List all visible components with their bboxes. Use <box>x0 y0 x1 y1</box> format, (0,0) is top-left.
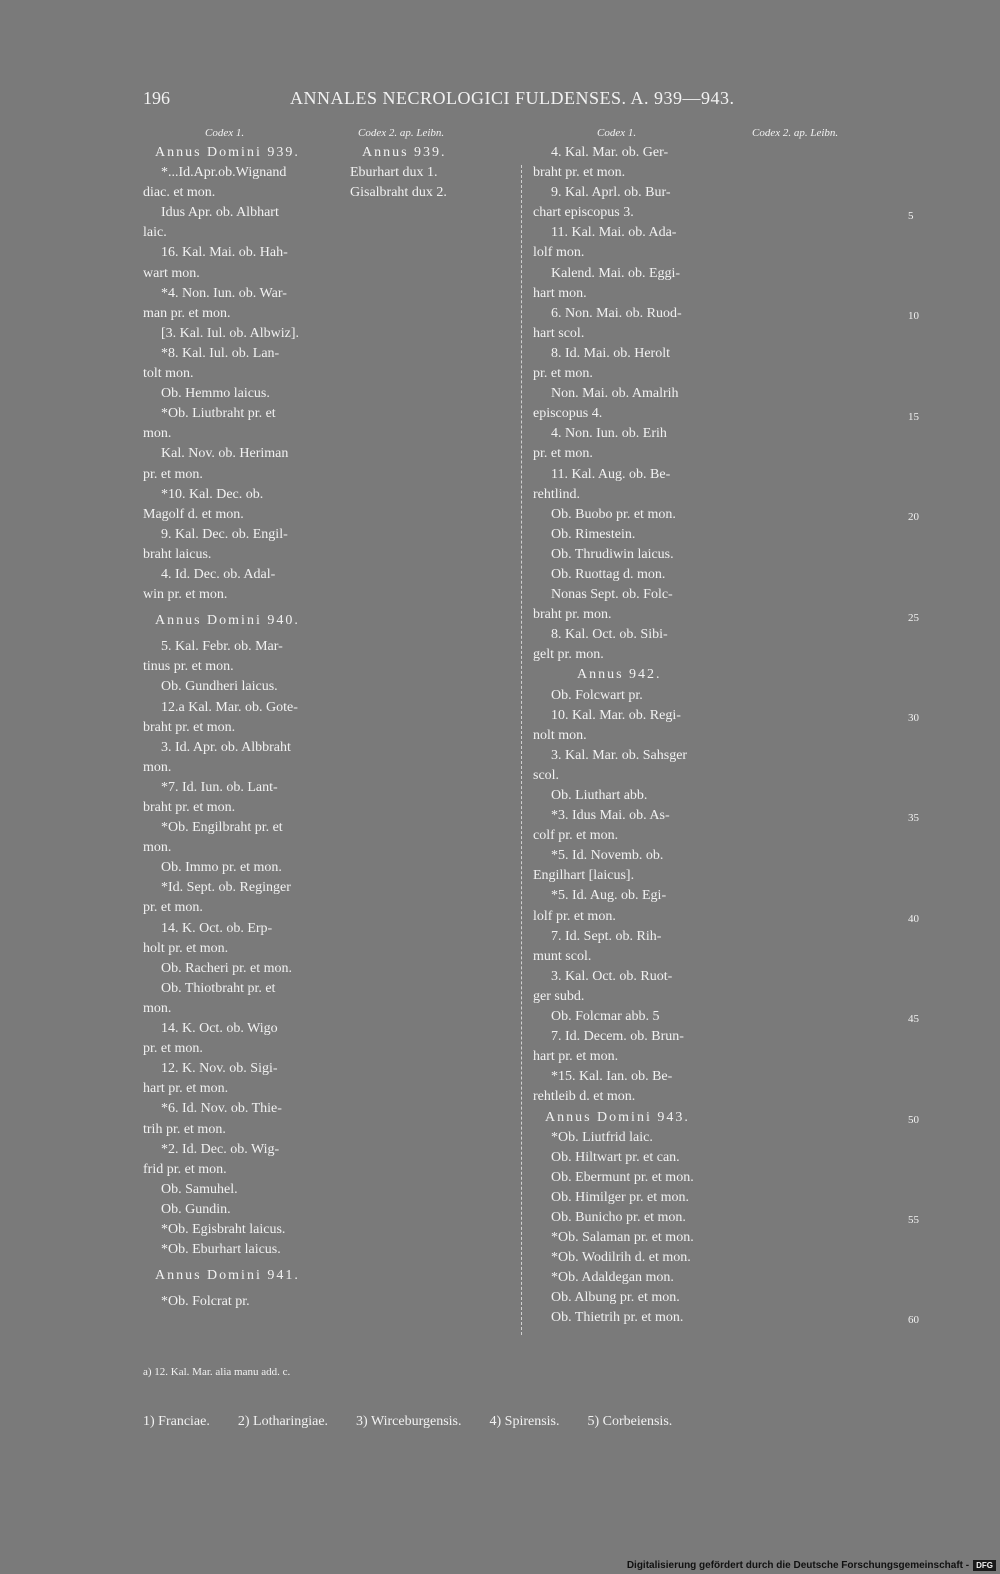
entry-line: *Ob. Salaman pr. et mon. <box>551 1230 694 1246</box>
entry-line: *Ob. Eburhart laicus. <box>161 1242 281 1258</box>
column-head-codex2-left: Codex 2. ap. Leibn. <box>358 127 445 139</box>
entry-line: braht laicus. <box>143 546 212 562</box>
entry-line: colf pr. et mon. <box>533 828 619 844</box>
running-title: ANNALES NECROLOGICI FULDENSES. A. 939—943. <box>290 88 735 108</box>
entry-line: gelt pr. mon. <box>533 647 604 663</box>
codex1-column-right <box>533 143 723 1329</box>
entry-line: 6. Non. Mai. ob. Ruod- <box>551 305 682 321</box>
entry-line: *Ob. Wodilrih d. et mon. <box>551 1250 691 1266</box>
entry-line: 7. Id. Decem. ob. Brun- <box>551 1029 684 1045</box>
column-head-codex1-right: Codex 1. <box>597 127 637 139</box>
entry-line: tinus pr. et mon. <box>143 659 234 675</box>
codex1-column-left <box>143 143 333 1312</box>
entry-line: Ob. Folcwart pr. <box>551 687 643 703</box>
entry-line: *Id. Sept. ob. Reginger <box>161 880 291 896</box>
entry-line: 11. Kal. Aug. ob. Be- <box>551 466 671 482</box>
entry-line: Eburhart dux 1. <box>350 165 438 181</box>
line-number: 40 <box>908 912 919 925</box>
line-number: 60 <box>908 1314 919 1327</box>
year-heading: Annus 942. <box>577 667 662 683</box>
entry-line: laic. <box>143 225 167 241</box>
year-heading: Annus Domini 939. <box>155 145 300 160</box>
entry-line: 9. Kal. Aprl. ob. Bur- <box>551 185 671 201</box>
entry-line: man pr. et mon. <box>143 305 231 321</box>
entry-line: [3. Kal. Iul. ob. Albwiz]. <box>161 325 300 341</box>
entry-line: tolt mon. <box>143 366 194 382</box>
entry-line: hart mon. <box>533 285 587 301</box>
entry-line: 10. Kal. Mar. ob. Regi- <box>551 707 681 723</box>
entry-line: 14. K. Oct. ob. Wigo <box>161 1021 278 1037</box>
entry-line: Ob. Immo pr. et mon. <box>161 860 282 876</box>
entry-line: pr. et mon. <box>143 466 203 482</box>
entry-line: *Ob. Engilbraht pr. et <box>161 820 283 836</box>
entry-line: Ob. Thiotbraht pr. et <box>161 980 276 996</box>
footnotes <box>143 1414 700 1430</box>
entry-line: trih pr. et mon. <box>143 1121 226 1137</box>
entry-line: holt pr. et mon. <box>143 940 229 956</box>
entry-line: munt scol. <box>533 948 592 964</box>
entry-line: *2. Id. Dec. ob. Wig- <box>161 1141 280 1157</box>
entry-line: hart scol. <box>533 325 585 341</box>
entry-line: *Ob. Liutfrid laic. <box>551 1129 653 1145</box>
entry-line: Ob. Himilger pr. et mon. <box>551 1189 690 1205</box>
line-number: 5 <box>908 210 914 222</box>
entry-line: 3. Kal. Mar. ob. Sahsger <box>551 747 688 763</box>
year-heading: Annus 939. <box>362 145 447 160</box>
entry-line: pr. et mon. <box>533 446 593 462</box>
dfg-logo: DFG <box>973 1560 996 1571</box>
entry-line: Kal. Nov. ob. Heriman <box>161 446 289 462</box>
entry-line: Ob. Racheri pr. et mon. <box>161 960 293 976</box>
entry-line: *Ob. Liutbraht pr. et <box>161 406 276 422</box>
entry-line: *...Id.Apr.ob.Wignand <box>161 165 287 181</box>
entry-line: 12. K. Nov. ob. Sigi- <box>161 1061 278 1077</box>
entry-line: Ob. Rimestein. <box>551 526 636 542</box>
entry-line: *3. Idus Mai. ob. As- <box>551 808 670 824</box>
year-heading: Annus Domini 943. <box>545 1109 690 1125</box>
entry-line: diac. et mon. <box>143 185 216 201</box>
line-number: 30 <box>908 712 919 724</box>
entry-line: win pr. et mon. <box>143 587 228 603</box>
entry-line: 8. Kal. Oct. ob. Sibi- <box>551 627 668 643</box>
entry-line: Ob. Gundin. <box>161 1201 231 1217</box>
entry-line: mon. <box>143 840 172 856</box>
entry-line: wart mon. <box>143 265 200 281</box>
entry-line: braht pr. et mon. <box>143 800 236 815</box>
entry-line: 3. Kal. Oct. ob. Ruot- <box>551 968 673 984</box>
line-number: 45 <box>908 1013 919 1026</box>
entry-line: Ob. Albung pr. et mon. <box>551 1290 680 1306</box>
line-number: 20 <box>908 511 919 524</box>
entry-line: mon. <box>143 1000 172 1016</box>
entry-line: mon. <box>143 759 172 775</box>
entry-line: *7. Id. Iun. ob. Lant- <box>161 779 278 795</box>
entry-line: Ob. Liuthart abb. <box>551 788 648 803</box>
footnote: 2) Lotharingiae. <box>237 1414 329 1429</box>
entry-line: lolf mon. <box>533 245 585 261</box>
footnote: 5) Corbeiensis. <box>587 1414 673 1429</box>
line-number: 10 <box>908 310 919 323</box>
entry-line: *6. Id. Nov. ob. Thie- <box>161 1101 282 1117</box>
entry-line: hart pr. et mon. <box>143 1081 229 1097</box>
year-heading: Annus Domini 941. <box>155 1268 300 1284</box>
line-number: 55 <box>908 1214 919 1226</box>
entry-line: Kalend. Mai. ob. Eggi- <box>551 265 681 281</box>
entry-line: *8. Kal. Iul. ob. Lan- <box>161 345 280 361</box>
line-number: 35 <box>908 812 919 825</box>
entry-line: *10. Kal. Dec. ob. <box>161 486 264 502</box>
entry-line: frid pr. et mon. <box>143 1161 227 1177</box>
entry-line: 3. Id. Apr. ob. Albbraht <box>161 739 291 755</box>
entry-line: Gisalbraht dux 2. <box>350 185 447 201</box>
credit-text: Digitalisierung gefördert durch die Deutsche Forschungsgemeinschaft - <box>626 1560 970 1571</box>
entry-line: 11. Kal. Mai. ob. Ada- <box>551 225 677 241</box>
entry-line: Ob. Hiltwart pr. et can. <box>551 1149 680 1165</box>
line-number: 15 <box>908 410 919 423</box>
entry-line: Ob. Gundheri laicus. <box>161 679 278 695</box>
entry-line: braht pr. mon. <box>533 607 612 623</box>
entry-line: Ob. Thrudiwin laicus. <box>551 546 674 562</box>
entry-line: lolf pr. et mon. <box>533 908 616 924</box>
page-number: 196 <box>143 88 170 108</box>
column-head-codex1-left: Codex 1. <box>205 127 245 139</box>
codex2-column-left <box>350 143 510 203</box>
entry-line: *Ob. Folcrat pr. <box>161 1294 250 1310</box>
entry-line: braht pr. et mon. <box>533 165 626 181</box>
entry-line: Ob. Folcmar abb. 5 <box>551 1009 660 1025</box>
entry-line: Engilhart [laicus]. <box>533 868 635 884</box>
entry-line: Nonas Sept. ob. Folc- <box>551 587 673 603</box>
entry-line: Idus Apr. ob. Albhart <box>161 205 279 221</box>
entry-line: 12.a Kal. Mar. ob. Gote- <box>161 699 298 715</box>
entry-line: 4. Id. Dec. ob. Adal- <box>161 566 276 582</box>
apparatus-note-a: a) 12. Kal. Mar. alia manu add. c. <box>143 1366 291 1378</box>
entry-line: chart episcopus 3. <box>533 205 634 221</box>
column-divider <box>521 165 522 1335</box>
footnote: 4) Spirensis. <box>489 1414 560 1429</box>
entry-line: mon. <box>143 426 172 442</box>
entry-line: hart pr. et mon. <box>533 1049 619 1065</box>
entry-line: Non. Mai. ob. Amalrih <box>551 386 679 402</box>
entry-line: Ob. Ebermunt pr. et mon. <box>551 1169 694 1185</box>
entry-line: *15. Kal. Ian. ob. Be- <box>551 1069 673 1085</box>
entry-line: braht pr. et mon. <box>143 719 236 735</box>
entry-line: *Ob. Adaldegan mon. <box>551 1270 674 1286</box>
entry-line: 14. K. Oct. ob. Erp- <box>161 920 273 936</box>
entry-line: 7. Id. Sept. ob. Rih- <box>551 928 662 944</box>
year-heading: Annus Domini 940. <box>155 613 300 629</box>
line-number: 25 <box>908 611 919 624</box>
entry-line: Ob. Thietrih pr. et mon. <box>551 1310 684 1326</box>
entry-line: ger subd. <box>533 988 585 1004</box>
entry-line: 9. Kal. Dec. ob. Engil- <box>161 526 288 542</box>
footnote: 1) Franciae. <box>143 1414 210 1429</box>
entry-line: 8. Id. Mai. ob. Herolt <box>551 345 670 361</box>
entry-line: *Ob. Egisbraht laicus. <box>161 1221 286 1237</box>
entry-line: 16. Kal. Mai. ob. Hah- <box>161 245 288 261</box>
entry-line: rehtleib d. et mon. <box>533 1089 636 1105</box>
entry-line: pr. et mon. <box>143 900 203 916</box>
entry-line: Ob. Buobo pr. et mon. <box>551 506 676 522</box>
column-head-codex2-right: Codex 2. ap. Leibn. <box>752 127 839 139</box>
entry-line: episcopus 4. <box>533 406 603 422</box>
entry-line: rehtlind. <box>533 486 581 502</box>
digitization-credit <box>627 1560 996 1571</box>
entry-line: *5. Id. Novemb. ob. <box>551 848 664 864</box>
entry-line: Ob. Hemmo laicus. <box>161 386 270 402</box>
entry-line: Ob. Ruottag d. mon. <box>551 566 666 582</box>
entry-line: Ob. Bunicho pr. et mon. <box>551 1209 686 1225</box>
entry-line: *5. Id. Aug. ob. Egi- <box>551 888 667 904</box>
entry-line: *4. Non. Iun. ob. War- <box>161 285 287 301</box>
entry-line: pr. et mon. <box>143 1041 203 1057</box>
entry-line: 5. Kal. Febr. ob. Mar- <box>161 639 283 655</box>
entry-line: Ob. Samuhel. <box>161 1181 238 1197</box>
entry-line: Magolf d. et mon. <box>143 506 244 522</box>
entry-line: pr. et mon. <box>533 366 593 382</box>
line-number: 50 <box>908 1113 919 1126</box>
footnote: 3) Wirceburgensis. <box>356 1414 462 1429</box>
entry-line: 4. Kal. Mar. ob. Ger- <box>551 145 669 160</box>
entry-line: 4. Non. Iun. ob. Erih <box>551 426 667 442</box>
entry-line: nolt mon. <box>533 727 587 743</box>
entry-line: scol. <box>533 767 560 783</box>
